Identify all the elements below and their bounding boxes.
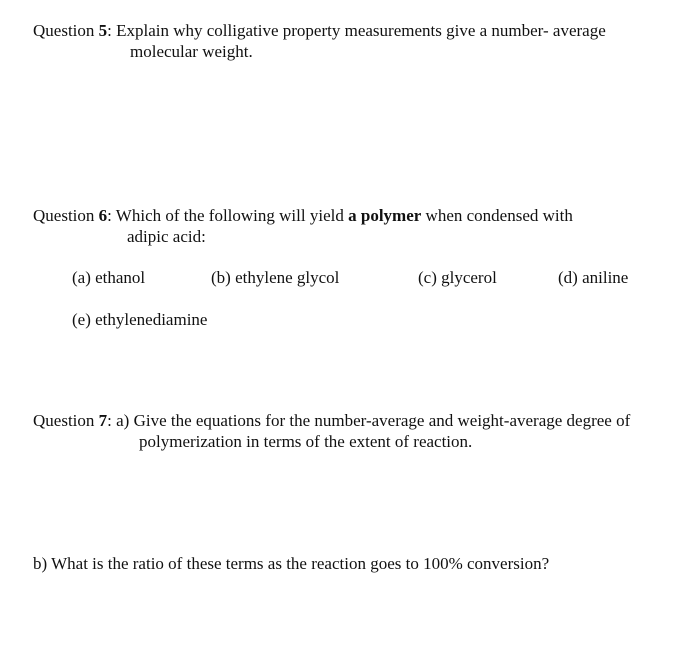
question-7-part-b: b) What is the ratio of these terms as the reaction goes to 100% conversion? bbox=[33, 554, 550, 573]
question-6-text-1a: : Which of the following will yield bbox=[107, 206, 349, 225]
option-d: (d) aniline bbox=[558, 268, 629, 287]
question-7-line-1 bbox=[33, 410, 630, 431]
option-a: (a) ethanol bbox=[72, 268, 146, 287]
question-7-text-1: : a) Give the equations for the number-average and weight-average degree of bbox=[107, 411, 631, 430]
option-e: (e) ethylenediamine bbox=[72, 310, 208, 329]
question-6-text-1b: when condensed with bbox=[421, 206, 573, 225]
question-6-line-1 bbox=[33, 205, 573, 226]
question-5-number: 5 bbox=[98, 21, 108, 40]
question-7-line-2: polymerization in terms of the extent of reaction. bbox=[139, 432, 473, 451]
question-5-text-1: : Explain why colligative property measurements give a number- average bbox=[107, 21, 606, 40]
question-5-line-1 bbox=[33, 20, 606, 41]
question-7-number: 7 bbox=[98, 411, 108, 430]
question-6-prefix: Question bbox=[33, 206, 99, 225]
option-c: (c) glycerol bbox=[418, 268, 497, 287]
question-7-prefix: Question bbox=[33, 411, 99, 430]
question-5-prefix: Question bbox=[33, 21, 99, 40]
option-b: (b) ethylene glycol bbox=[211, 268, 340, 287]
question-5-line-2: molecular weight. bbox=[130, 42, 253, 61]
question-6-line-2: adipic acid: bbox=[127, 227, 206, 246]
question-6-number: 6 bbox=[98, 206, 108, 225]
question-6-bold-polymer: a polymer bbox=[348, 206, 422, 225]
